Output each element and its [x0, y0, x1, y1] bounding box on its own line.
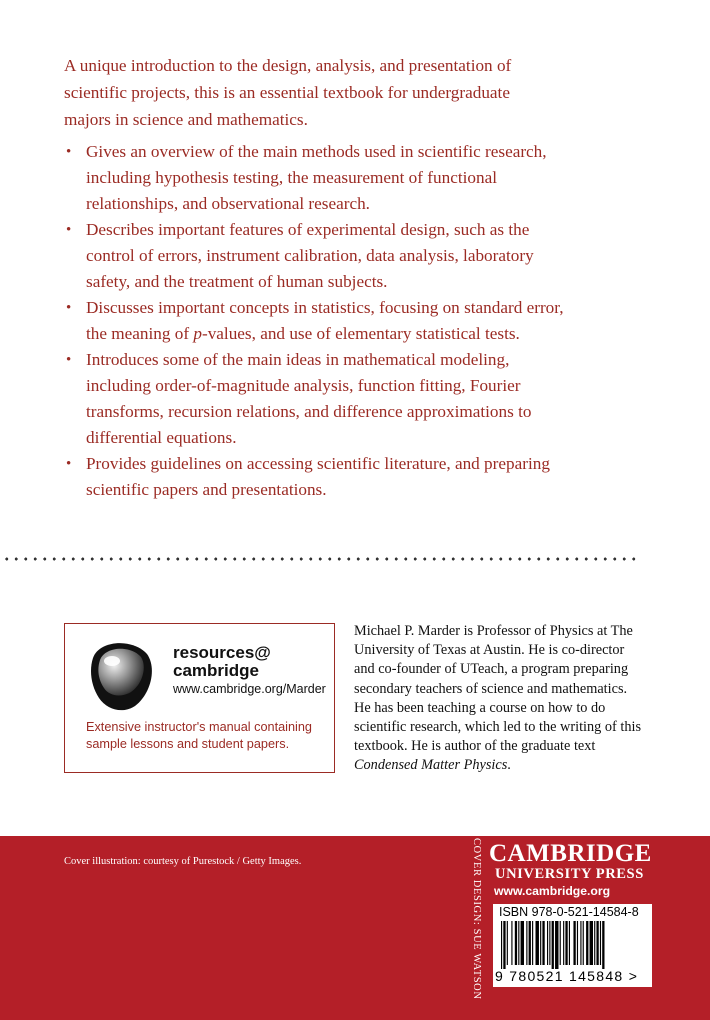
feature-item: • Introduces some of the main ideas in mathematical modeling, including order-of-magnitude analysis, function fitting, Fourier transforms, recursion relations, and difference approximations to differential equations. [64, 347, 569, 451]
book-title: Condensed Matter Physics [354, 757, 508, 774]
barcode-bar [577, 921, 578, 965]
barcode-bar [596, 921, 598, 965]
barcode-bar [583, 921, 584, 965]
barcode-icon [497, 921, 647, 969]
resources-box [64, 623, 335, 773]
barcode-bar [555, 921, 558, 969]
barcode-bar [552, 921, 554, 969]
dotted-divider [2, 556, 638, 562]
feature-item: • Gives an overview of the main methods used in scientific research, including hypothesis testing, the measurement of functional relationships, and observational research. [64, 139, 569, 217]
resources-cambridge-logo-icon [85, 636, 155, 714]
barcode-bar [542, 921, 544, 965]
barcode-bar [501, 921, 502, 969]
cover-design-credit: COVER DESIGN: SUE WATSON [471, 838, 482, 1000]
barcode-bar [549, 921, 550, 965]
barcode-bar [565, 921, 567, 965]
resources-title: resources@ cambridge [173, 643, 271, 680]
barcode-bar [580, 921, 581, 965]
resources-description: Extensive instructor's manual containing sample lessons and student papers. [86, 720, 312, 751]
feature-list [64, 139, 569, 503]
feature-item: • Discusses important concepts in statistics, focusing on standard error, the meaning of p-values, and use of elementary statistical tests. [64, 295, 569, 347]
cover-credit: Cover illustration: courtesy of Purestock / Getty Images. [64, 856, 302, 867]
feature-item: • Provides guidelines on accessing scientific literature, and preparing scientific papers and presentations. [64, 451, 569, 503]
barcode-bar [547, 921, 548, 965]
barcode-bar [563, 921, 564, 965]
barcode-bar [590, 921, 593, 965]
barcode-bar [560, 921, 561, 965]
barcode-bar [536, 921, 539, 965]
barcode-bar [540, 921, 541, 965]
isbn-label: ISBN 978-0-521-14584-8 [499, 905, 639, 919]
barcode-bar [529, 921, 531, 965]
publisher-url[interactable]: www.cambridge.org [494, 884, 611, 898]
publisher-name: CAMBRIDGE [489, 840, 652, 867]
barcode-bar [526, 921, 527, 965]
barcode-bar [515, 921, 517, 965]
barcode-bar [532, 921, 533, 965]
barcode-bar [507, 921, 508, 965]
barcode-bar [521, 921, 524, 965]
author-bio: Michael P. Marder is Professor of Physics at The University of Texas at Austin. He is co-director and co-founder of UTeach, a program preparing secondary teachers of science and mathematics. He has been teaching a course on how to do scientific research, which led to the writing of this textbook. He is author of the graduate text Condensed Matter Physics. [354, 623, 642, 774]
publisher-press: UNIVERSITY PRESS [495, 866, 644, 882]
barcode-bar [569, 921, 570, 965]
intro-paragraph: A unique introduction to the design, analysis, and presentation of scientific projects, this is an essential textbook for undergraduate majors in science and mathematics. [64, 56, 512, 129]
barcode-bar [602, 921, 604, 969]
barcode-box [493, 904, 652, 987]
feature-item: • Describes important features of experimental design, such as the control of errors, instrument calibration, data analysis, laboratory safety, and the treatment of human subjects. [64, 217, 569, 295]
footer-band [0, 836, 710, 1020]
barcode-bar [511, 921, 512, 965]
barcode-bar [573, 921, 575, 965]
barcode-bar [594, 921, 595, 965]
barcode-digits: 9 780521 145848 > [495, 968, 639, 984]
barcode-bar [600, 921, 601, 965]
barcode-bar [518, 921, 519, 965]
barcode-bar [503, 921, 505, 969]
barcode-bar [586, 921, 588, 965]
resources-url[interactable]: www.cambridge.org/Marder [173, 682, 326, 696]
